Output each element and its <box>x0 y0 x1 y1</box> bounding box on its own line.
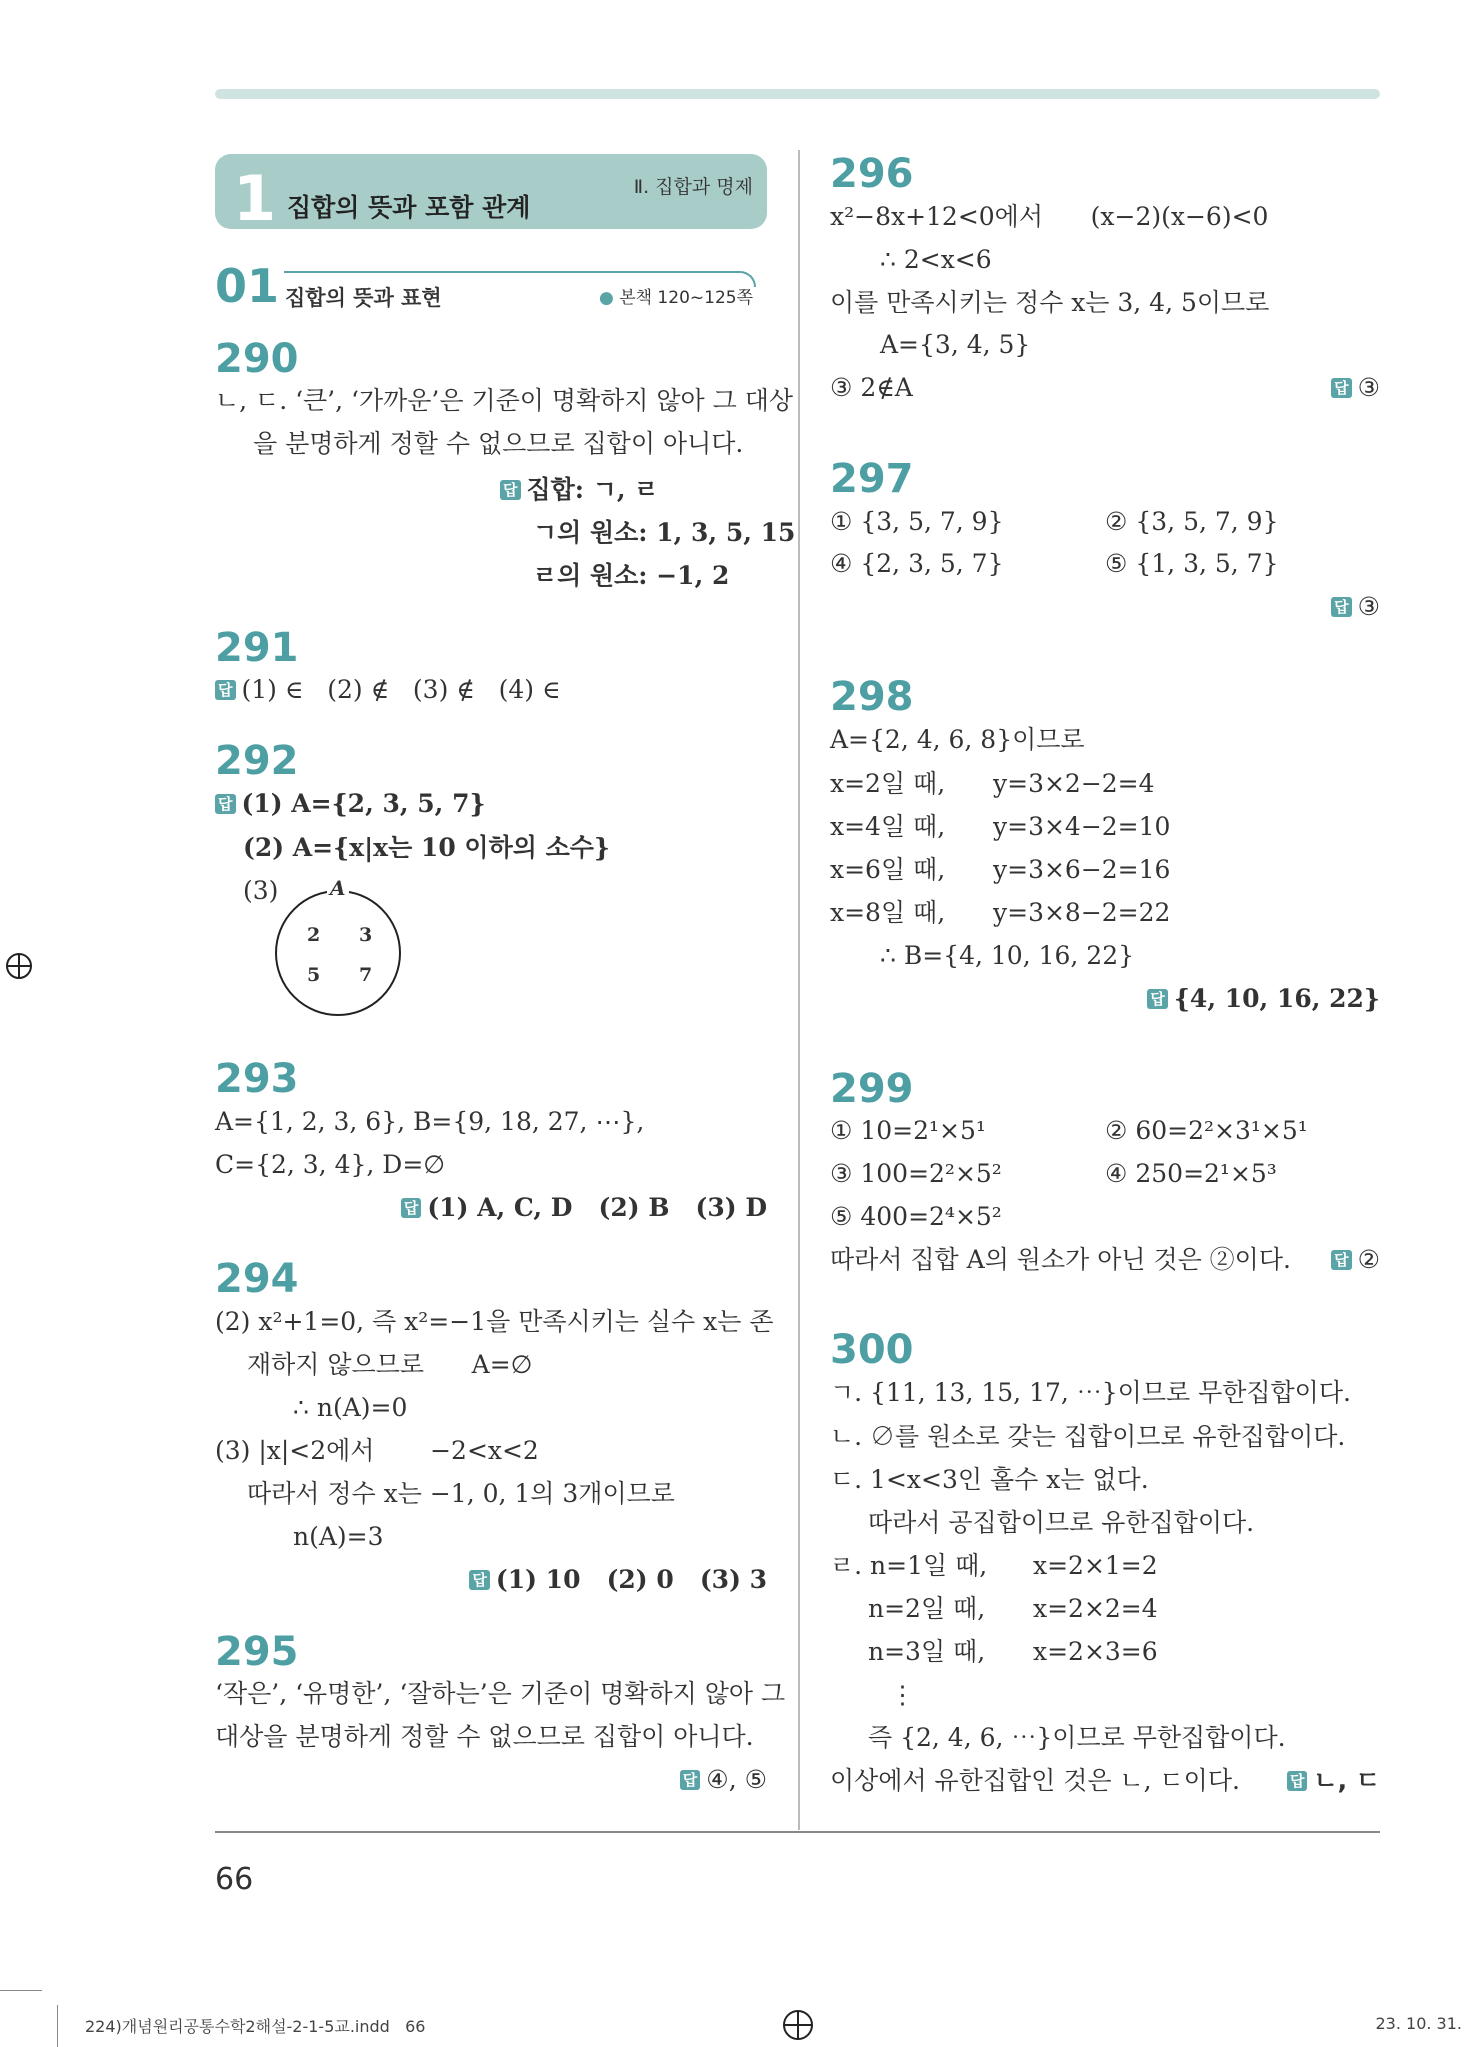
page-ref-text: 본책 120~125쪽 <box>619 288 753 308</box>
answer-line <box>215 789 486 819</box>
text-line: ∴ B={4, 10, 16, 22} <box>880 941 1135 970</box>
answer-line <box>1287 1766 1380 1796</box>
section-number: 01 <box>215 259 280 313</box>
choice: ⑤ 400=2⁴×5² <box>830 1202 1002 1231</box>
text-line: 대상을 분명하게 정할 수 없으므로 집합이 아니다. <box>215 1722 754 1751</box>
choice: ④ 250=2¹×5³ <box>1105 1159 1277 1188</box>
chapter-number: 1 <box>233 162 277 235</box>
problem-number: 299 <box>830 1066 914 1112</box>
answer-line: ㄱ의 원소: 1, 3, 5, 15 <box>533 518 796 547</box>
answer-line <box>1331 373 1380 403</box>
text-line: 이를 만족시키는 정수 x는 3, 4, 5이므로 <box>830 288 1270 317</box>
file-slug: 224)개념원리공통수학2해설-2-1-5교.indd 66 <box>85 2017 426 2036</box>
answer-line <box>1331 592 1380 622</box>
date-slug: 23. 10. 31. <box>1375 2014 1462 2033</box>
text-line: y=3×8−2=22 <box>993 898 1171 927</box>
answer-text: (1) A={2, 3, 5, 7} <box>241 789 486 818</box>
text-line: ㄷ. 1<x<3인 홀수 x는 없다. <box>830 1465 1149 1494</box>
text-line: A={3, 4, 5} <box>880 330 1031 359</box>
text-line: A={1, 2, 3, 6}, B={9, 18, 27, ⋯}, <box>215 1107 645 1136</box>
answer-line <box>215 675 560 705</box>
text-line: ㄴ. ∅를 원소로 갖는 집합이므로 유한집합이다. <box>830 1422 1346 1451</box>
top-bar <box>215 89 1380 99</box>
venn-element: 5 <box>307 964 321 986</box>
answer-badge: 답 <box>1147 989 1168 1009</box>
text-line: 따라서 집합 A의 원소가 아닌 것은 ②이다. <box>830 1245 1291 1274</box>
choice: ④ {2, 3, 5, 7} <box>830 549 1004 578</box>
answer-line: ㄹ의 원소: −1, 2 <box>533 561 730 590</box>
text-line: x=2×2=4 <box>1033 1594 1158 1623</box>
answer-badge: 답 <box>215 794 236 814</box>
registration-mark-icon <box>783 2010 813 2040</box>
answer-text: 집합: ㄱ, ㄹ <box>526 475 659 504</box>
problem-number: 295 <box>215 1629 299 1675</box>
answer-text: ③ <box>1357 592 1380 621</box>
problem-number: 298 <box>830 674 914 720</box>
text-line: C={2, 3, 4}, D=∅ <box>215 1150 446 1179</box>
text-line: y=3×4−2=10 <box>993 812 1171 841</box>
text-line: 이상에서 유한집합인 것은 ㄴ, ㄷ이다. <box>830 1766 1240 1795</box>
answer-line: (3) <box>243 876 279 905</box>
text-line: 따라서 정수 x는 −1, 0, 1의 3개이므로 <box>247 1479 675 1508</box>
answer-text: ㄴ, ㄷ <box>1313 1766 1380 1795</box>
answer-text: (1) A, C, D (2) B (3) D <box>427 1193 767 1222</box>
text-line: (2) x²+1=0, 즉 x²=−1을 만족시키는 실수 x는 존 <box>215 1307 774 1336</box>
problem-number: 297 <box>830 456 914 502</box>
text-line: A={2, 4, 6, 8}이므로 <box>830 725 1085 754</box>
text-line: y=3×6−2=16 <box>993 855 1171 884</box>
venn-element: 3 <box>359 924 373 946</box>
text-line: ③ 2∉A <box>830 373 913 402</box>
text-line: ∴ n(A)=0 <box>293 1393 408 1422</box>
text-line: (3) |x|<2에서 −2<x<2 <box>215 1436 539 1465</box>
answer-line: (2) A={x|x는 10 이하의 소수} <box>243 833 610 862</box>
choice: ② 60=2²×3¹×5¹ <box>1105 1116 1308 1145</box>
section-title: 집합의 뜻과 표현 <box>285 286 442 310</box>
answer-badge: 답 <box>1331 1250 1352 1270</box>
venn-element: 7 <box>359 964 373 986</box>
answer-line <box>680 1765 767 1795</box>
text-line: x=2×3=6 <box>1033 1637 1158 1666</box>
text-line: ㄴ, ㄷ. ‘큰’, ‘가까운’은 기준이 명확하지 않아 그 대상 <box>215 386 794 415</box>
registration-mark-icon <box>6 953 32 979</box>
text-line: 따라서 공집합이므로 유한집합이다. <box>868 1508 1255 1537</box>
choice: ③ 100=2²×5² <box>830 1159 1002 1188</box>
venn-diagram <box>275 876 401 1016</box>
chapter-header <box>215 154 767 235</box>
venn-element: 2 <box>307 924 321 946</box>
crop-mark <box>0 1990 42 1991</box>
text-line: ㄱ. {11, 13, 15, 17, ⋯}이므로 무한집합이다. <box>830 1378 1351 1407</box>
problem-number: 291 <box>215 625 299 671</box>
footer-rule <box>215 1831 1380 1833</box>
text-line: 재하지 않으므로 A=∅ <box>247 1350 533 1379</box>
problem-number: 292 <box>215 738 299 784</box>
answer-text: ② <box>1357 1245 1380 1274</box>
answer-badge: 답 <box>401 1198 422 1218</box>
text-line: x²−8x+12<0에서 (x−2)(x−6)<0 <box>830 202 1269 231</box>
answer-line <box>1147 984 1380 1014</box>
text-line: x=4일 때, <box>830 812 946 841</box>
answer-badge: 답 <box>469 1570 490 1590</box>
answer-text: (1) ∈ (2) ∉ (3) ∉ (4) ∈ <box>241 675 561 704</box>
choice: ⑤ {1, 3, 5, 7} <box>1105 549 1279 578</box>
text-line: ∴ 2<x<6 <box>880 245 992 274</box>
venn-label: A <box>327 876 349 900</box>
text-line: ㄹ. n=1일 때, <box>830 1551 988 1580</box>
problem-number: 293 <box>215 1056 299 1102</box>
answer-text: ④, ⑤ <box>706 1765 767 1794</box>
answer-line <box>1331 1245 1380 1275</box>
column-divider <box>798 150 800 1830</box>
answer-line <box>401 1193 767 1223</box>
text-line: 즉 {2, 4, 6, ⋯}이므로 무한집합이다. <box>868 1723 1286 1752</box>
chapter-title: 집합의 뜻과 포함 관계 <box>287 193 531 222</box>
choice: ① 10=2¹×5¹ <box>830 1116 986 1145</box>
problem-number: 300 <box>830 1327 914 1373</box>
page-number: 66 <box>215 1862 254 1897</box>
problem-number: 296 <box>830 151 914 197</box>
bullet-icon: ● <box>598 288 620 308</box>
text-line: n=2일 때, <box>868 1594 986 1623</box>
unit-title: Ⅱ. 집합과 명제 <box>633 176 753 198</box>
crop-mark <box>57 2005 58 2047</box>
answer-text: ③ <box>1357 373 1380 402</box>
text-line: y=3×2−2=4 <box>993 769 1155 798</box>
answer-line <box>500 475 658 505</box>
problem-number: 290 <box>215 336 299 382</box>
text-line: 을 분명하게 정할 수 없으므로 집합이 아니다. <box>253 429 744 458</box>
text-line: ‘작은’, ‘유명한’, ‘잘하는’은 기준이 명확하지 않아 그 <box>215 1679 786 1708</box>
page-ref <box>599 283 753 308</box>
answer-badge: 답 <box>1287 1771 1308 1791</box>
answer-line <box>469 1565 767 1595</box>
text-line: x=2일 때, <box>830 769 946 798</box>
answer-badge: 답 <box>1331 378 1352 398</box>
answer-badge: 답 <box>500 480 521 500</box>
answer-badge: 답 <box>215 680 236 700</box>
answer-text: {4, 10, 16, 22} <box>1173 984 1380 1013</box>
text-line: n=3일 때, <box>868 1637 986 1666</box>
problem-number: 294 <box>215 1256 299 1302</box>
text-line: x=8일 때, <box>830 898 946 927</box>
choice: ① {3, 5, 7, 9} <box>830 507 1004 536</box>
choice: ② {3, 5, 7, 9} <box>1105 507 1279 536</box>
vertical-dots: ⋮ <box>890 1680 915 1709</box>
text-line: x=6일 때, <box>830 855 946 884</box>
text-line: n(A)=3 <box>293 1522 384 1551</box>
answer-badge: 답 <box>1331 597 1352 617</box>
answer-badge: 답 <box>680 1770 701 1790</box>
text-line: x=2×1=2 <box>1033 1551 1158 1580</box>
answer-text: (1) 10 (2) 0 (3) 3 <box>495 1565 767 1594</box>
